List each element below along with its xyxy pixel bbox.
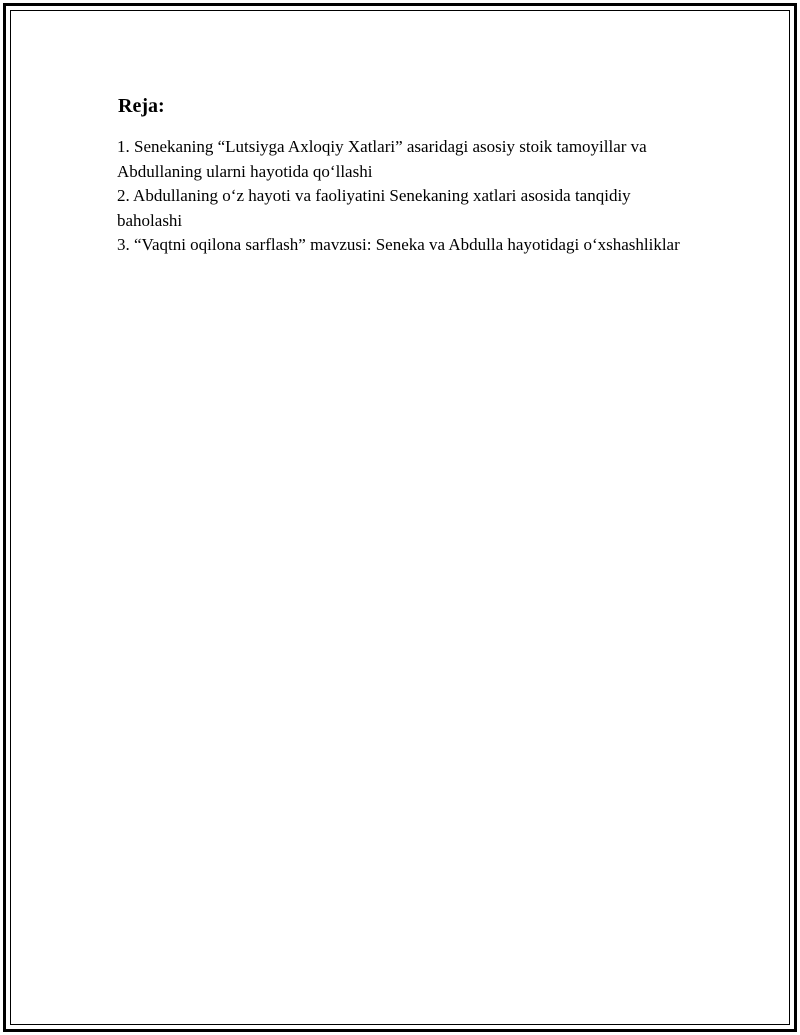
page-content: [117, 94, 697, 258]
plan-list: [117, 135, 697, 258]
plan-item-3: 3. “Vaqtni oqilona sarflash” mavzusi: Seneka va Abdulla hayotidagi o‘xshashliklar: [117, 235, 680, 254]
plan-item-1: 1. Senekaning “Lutsiyga Axloqiy Xatlari” asaridagi asosiy stoik tamoyillar va Abdullaning ularni hayotida qo‘llashi: [117, 137, 647, 181]
plan-item-2: 2. Abdullaning o‘z hayoti va faoliyatini Senekaning xatlari asosida tanqidiy baholashi: [117, 186, 631, 230]
plan-heading: Reja:: [118, 95, 165, 117]
